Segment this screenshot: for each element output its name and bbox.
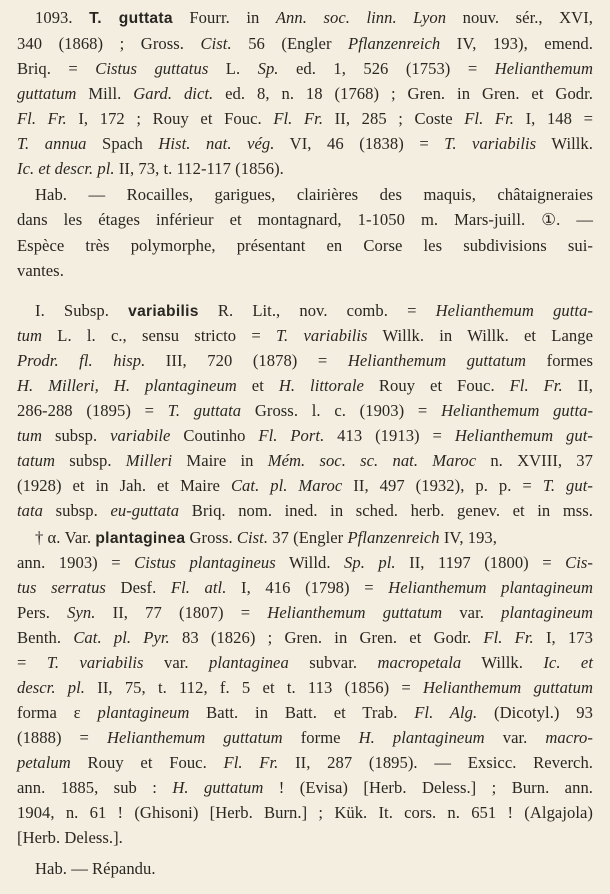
text-run: guttatum	[17, 84, 77, 103]
text-run: R. Lit., nov. comb. =	[198, 301, 436, 320]
text-line	[17, 235, 593, 257]
text-run: 1904, n. 61 ! (Ghisoni) [Herb. Burn.] ; Kük. It. cors. n. 651 ! (Algajola)	[17, 803, 593, 822]
text-line	[17, 209, 593, 231]
text-run: Helianthemum	[494, 59, 593, 78]
text-run: descr. pl.	[17, 678, 85, 697]
text-run: T. variabilis	[275, 326, 368, 345]
text-run: forma ε	[17, 703, 98, 722]
text-run: Briq. =	[17, 59, 96, 78]
text-run: petalum	[17, 753, 71, 772]
text-run: Fl. Fr.	[483, 628, 534, 647]
text-run: Fourr. in	[172, 8, 276, 27]
text-run: II, 285 ; Coste	[323, 109, 465, 128]
text-run: tum	[17, 326, 43, 345]
text-run: II, 77 (1807) =	[95, 603, 268, 622]
text-run: Willk.	[461, 653, 544, 672]
text-line	[17, 375, 593, 397]
text-run: var.	[143, 653, 209, 672]
text-line	[17, 108, 593, 130]
text-line	[17, 450, 593, 472]
text-run: Fl. Fr.	[273, 109, 324, 128]
text-line	[35, 184, 593, 206]
text-run: dans les étages inférieur et montagnard, 1-1050 m. Mars-juill. ①. —	[17, 210, 593, 229]
text-line	[17, 475, 593, 497]
text-line	[17, 33, 593, 55]
text-run: Helianthemum guttatum	[267, 603, 443, 622]
text-run: =	[17, 653, 47, 672]
text-run: plantaginea	[209, 653, 289, 672]
text-run: (1888) =	[17, 728, 107, 747]
text-run: H. littorale	[278, 376, 364, 395]
text-run: 83 (1826) ; Gren. in Gren. et Godr.	[169, 628, 484, 647]
text-run: Ic. et	[543, 653, 594, 672]
text-run: Milleri	[125, 451, 173, 470]
text-line	[17, 802, 593, 824]
text-run: macropetala	[377, 653, 462, 672]
text-line	[17, 702, 593, 724]
text-run: Sp.	[257, 59, 279, 78]
text-run: T. guttata	[167, 401, 242, 420]
text-run: T. variabilis	[46, 653, 144, 672]
text-run: Fl. Port.	[258, 426, 325, 445]
text-run: tus serratus	[17, 578, 106, 597]
text-run: IV, 193), emend.	[440, 34, 593, 53]
text-run: III, 720 (1878) =	[145, 351, 348, 370]
text-run: Gross. l. c. (1903) =	[241, 401, 442, 420]
text-run: plantagineum	[97, 703, 190, 722]
text-run: subvar.	[288, 653, 378, 672]
text-run: Fl. Alg.	[414, 703, 478, 722]
text-run: ann. 1903) =	[17, 553, 135, 572]
text-run: Willk.	[536, 134, 593, 153]
text-run: Fl. Fr.	[509, 376, 563, 395]
text-run: Willd.	[275, 553, 345, 572]
text-run: formes	[526, 351, 594, 370]
text-run: Maire in	[172, 451, 268, 470]
text-run: Ann. soc. linn. Lyon	[275, 8, 447, 27]
text-run: Fl. Fr.	[464, 109, 514, 128]
text-line	[35, 527, 497, 550]
text-run: Cat. pl. Pyr.	[73, 628, 170, 647]
text-run: L.	[208, 59, 258, 78]
text-run: forme	[282, 728, 359, 747]
text-run: var.	[484, 728, 546, 747]
text-line	[17, 677, 593, 699]
text-run: Pflanzenreich	[348, 34, 441, 53]
text-run: Willk. in Willk. et Lange	[367, 326, 593, 345]
text-line	[17, 602, 593, 624]
text-run: II, 73, t. 112-117 (1856).	[114, 159, 284, 178]
text-run: Hist. nat. vég.	[158, 134, 275, 153]
text-run: I, 172 ; Rouy et Fouc.	[66, 109, 274, 128]
text-line	[17, 627, 593, 649]
text-line	[17, 727, 593, 749]
text-run: Pflanzenreich	[347, 528, 440, 547]
text-line	[17, 350, 593, 372]
text-run: VI, 46 (1838) =	[274, 134, 445, 153]
text-run: Briq. nom. ined. in sched. herb. genev. et in mss.	[179, 501, 593, 520]
text-line	[17, 425, 593, 447]
text-run: Coutinho	[170, 426, 259, 445]
text-run: ! (Evisa) [Herb. Deless.] ; Burn. ann.	[263, 778, 593, 797]
text-run: (Dicotyl.) 93	[477, 703, 593, 722]
text-run: Helianthemum guttatum	[423, 678, 593, 697]
text-run: T. annua	[17, 134, 87, 153]
text-run: subsp.	[43, 501, 111, 520]
text-run: tata	[17, 501, 44, 520]
text-run: L. l. c., sensu stricto =	[42, 326, 276, 345]
text-run: Cist.	[236, 528, 269, 547]
text-run: H. guttatum	[172, 778, 264, 797]
text-line	[17, 58, 593, 80]
text-run: Fl. atl.	[170, 578, 227, 597]
text-line	[35, 7, 593, 30]
text-run: † α. Var.	[35, 528, 96, 547]
text-run: Helianthemum guttatum	[106, 728, 283, 747]
text-run: Helianthemum gutta-	[435, 301, 594, 320]
text-line	[35, 300, 593, 323]
text-run: Hab. — Répandu.	[35, 859, 156, 878]
text-run: I. Subsp.	[35, 301, 129, 320]
text-run: Cat. pl. Maroc	[230, 476, 343, 495]
text-run: eu-guttata	[110, 501, 180, 520]
text-run: 1093.	[35, 8, 90, 27]
text-run: II, 287 (1895). — Exsicc. Reverch.	[278, 753, 593, 772]
text-run: Ic. et descr. pl.	[17, 159, 115, 178]
text-run: ann. 1885, sub :	[17, 778, 173, 797]
text-run: H. Milleri, H. plantagineum	[17, 376, 237, 395]
text-line	[17, 777, 593, 799]
text-run: var.	[442, 603, 502, 622]
text-run: II, 75, t. 112, f. 5 et t. 113 (1856) =	[85, 678, 424, 697]
text-run: I, 416 (1798) =	[226, 578, 389, 597]
text-run: T. variabilis	[444, 134, 537, 153]
text-run: vantes.	[17, 261, 64, 280]
text-line	[17, 133, 593, 155]
text-run: macro-	[545, 728, 593, 747]
text-run: Helianthemum guttatum	[347, 351, 527, 370]
text-run: Fl. Fr.	[223, 753, 279, 772]
text-line	[35, 858, 156, 880]
text-run: plantagineum	[501, 603, 593, 622]
text-line	[17, 827, 123, 849]
text-run: tum	[17, 426, 43, 445]
text-run: Gard. dict.	[133, 84, 214, 103]
text-run: Gross.	[185, 528, 237, 547]
text-run: 340 (1868) ; Gross.	[17, 34, 201, 53]
text-run: [Herb. Deless.].	[17, 828, 123, 847]
text-run: Prodr. fl. hisp.	[17, 351, 146, 370]
text-run: nouv. sér., XVI,	[446, 8, 593, 27]
text-run: Benth.	[17, 628, 74, 647]
text-run: H. plantagineum	[358, 728, 485, 747]
text-run: Sp. pl.	[344, 553, 396, 572]
text-run: 413 (1913) =	[324, 426, 455, 445]
text-run: IV, 193,	[439, 528, 497, 547]
text-run: Pers.	[17, 603, 68, 622]
text-line	[17, 552, 593, 574]
text-line	[17, 158, 284, 180]
text-line	[17, 752, 593, 774]
text-run: variabile	[110, 426, 171, 445]
text-run: Mill.	[76, 84, 134, 103]
text-run: 37 (Engler	[268, 528, 348, 547]
text-run: Helianthemum plantagineum	[388, 578, 593, 597]
text-run: 56 (Engler	[231, 34, 349, 53]
text-run: T. guttata	[89, 10, 173, 27]
text-run: Espèce très polymorphe, présentant en Corse les subdivisions sui-	[17, 236, 593, 255]
text-run: Mém. soc. sc. nat. Maroc	[267, 451, 477, 470]
text-run: ed. 1, 526 (1753) =	[278, 59, 495, 78]
text-run: Spach	[86, 134, 159, 153]
text-run: I, 173	[533, 628, 593, 647]
text-run: et	[236, 376, 279, 395]
text-run: Fl. Fr.	[17, 109, 67, 128]
text-run: 286-288 (1895) =	[17, 401, 168, 420]
text-line	[17, 83, 593, 105]
text-run: T. gut-	[542, 476, 593, 495]
text-run: n. XVIII, 37	[476, 451, 594, 470]
text-run: (1928) et in Jah. et Maire	[17, 476, 231, 495]
text-run: Cistus plantagineus	[134, 553, 276, 572]
text-run: II, 497 (1932), p. p. =	[342, 476, 543, 495]
text-run: Rouy et Fouc.	[70, 753, 224, 772]
text-run: Desf.	[105, 578, 171, 597]
text-run: I, 148 =	[513, 109, 594, 128]
text-line	[17, 577, 593, 599]
text-run: Cis-	[565, 553, 594, 572]
text-run: plantaginea	[95, 530, 186, 547]
text-run: Hab. — Rocailles, garigues, clairières des maquis, châtaigneraies	[35, 185, 593, 204]
text-run: subsp.	[42, 426, 111, 445]
text-run: Helianthemum gutta-	[441, 401, 594, 420]
text-run: Rouy et Fouc.	[363, 376, 510, 395]
text-run: II, 1197 (1800) =	[395, 553, 566, 572]
text-line	[17, 400, 593, 422]
text-line	[17, 260, 64, 282]
text-run: Batt. in Batt. et Trab.	[189, 703, 415, 722]
text-line	[17, 325, 593, 347]
text-run: Cistus guttatus	[95, 59, 209, 78]
text-line	[17, 652, 593, 674]
text-run: ed. 8, n. 18 (1768) ; Gren. in Gren. et Godr.	[213, 84, 594, 103]
text-run: variabilis	[128, 303, 199, 320]
text-run: II,	[562, 376, 593, 395]
text-line	[17, 500, 593, 522]
text-run: tatum	[17, 451, 56, 470]
text-run: Helianthemum gut-	[454, 426, 593, 445]
text-run: Syn.	[67, 603, 96, 622]
text-run: subsp.	[55, 451, 126, 470]
text-run: Cist.	[200, 34, 232, 53]
